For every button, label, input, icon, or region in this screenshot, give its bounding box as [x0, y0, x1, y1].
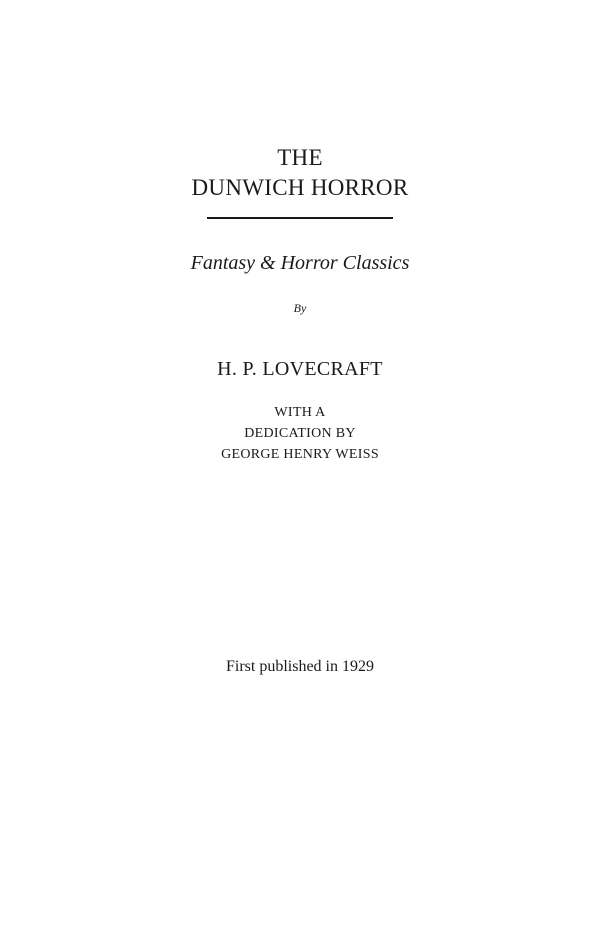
book-title-line-1: THE	[277, 145, 323, 170]
dedication-line-1: WITH A	[274, 405, 326, 420]
author-name: H. P. LOVECRAFT	[217, 358, 383, 380]
series-name: Fantasy & Horror Classics	[190, 252, 410, 274]
dedication-line-2: DEDICATION BY	[244, 426, 356, 441]
title-divider-rule	[207, 217, 393, 219]
by-label: By	[293, 301, 307, 315]
book-title-line-2: DUNWICH HORROR	[191, 175, 409, 200]
book-title	[0, 143, 600, 203]
dedication-block	[0, 402, 600, 465]
dedication-line-3: GEORGE HENRY WEISS	[221, 447, 379, 462]
publication-note: First published in 1929	[225, 658, 374, 675]
